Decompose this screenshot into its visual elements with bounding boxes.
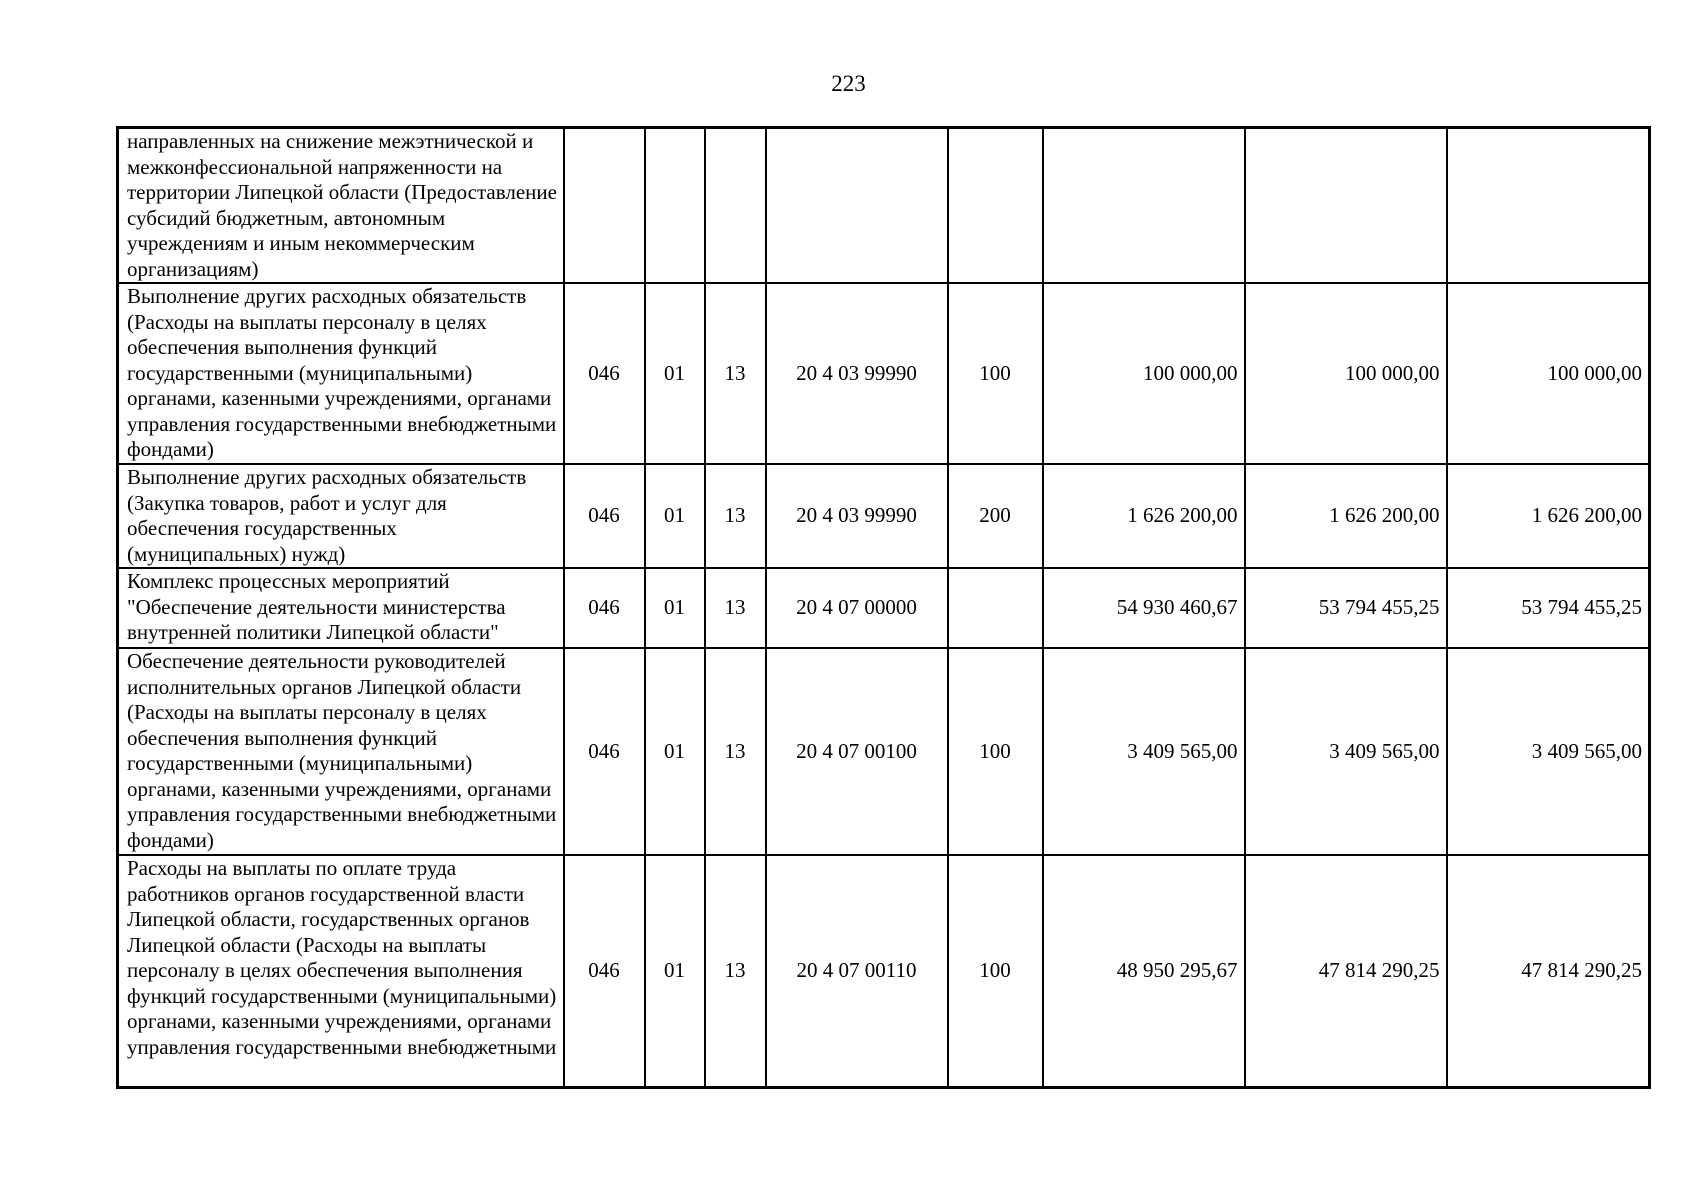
row-subsection-code: 13 (705, 648, 766, 855)
row-section-code: 01 (645, 568, 705, 648)
row-amount-3: 100 000,00 (1447, 283, 1650, 464)
row-amount-3: 3 409 565,00 (1447, 648, 1650, 855)
row-section-code: 01 (645, 464, 705, 568)
row-amount-1: 100 000,00 (1043, 283, 1245, 464)
row-description: Комплекс процессных мероприятий "Обеспечение деятельности министерства внутренней политики Липецкой области" (118, 568, 564, 648)
page-number: 223 (831, 71, 866, 96)
row-target-article (766, 128, 948, 284)
table-row (118, 648, 1650, 855)
row-expense-type (948, 568, 1043, 648)
row-subsection-code: 13 (705, 568, 766, 648)
row-amount-3: 1 626 200,00 (1447, 464, 1650, 568)
table-row (118, 855, 1650, 1087)
row-amount-1 (1043, 128, 1245, 284)
row-amount-1: 3 409 565,00 (1043, 648, 1245, 855)
row-ministry-code: 046 (564, 464, 645, 568)
row-description: Выполнение других расходных обязательств (Закупка товаров, работ и услуг для обеспечения государственных (муниципальных) нужд) (118, 464, 564, 568)
row-description: Обеспечение деятельности руководителей исполнительных органов Липецкой области (Расходы на выплаты персоналу в целях обеспечения выполнения функций государственными (муниципальными) органами, казенными учреждениями, органами управления государственными внебюджетными фондами) (118, 648, 564, 855)
row-description: направленных на снижение межэтнической и межконфессиональной напряженности на территории Липецкой области (Предоставление субсидий бюджетным, автономным учреждениям и иным некоммерческим организациям) (118, 128, 564, 284)
row-amount-1: 54 930 460,67 (1043, 568, 1245, 648)
table-row (118, 464, 1650, 568)
row-amount-1: 48 950 295,67 (1043, 855, 1245, 1087)
row-section-code (645, 128, 705, 284)
row-target-article: 20 4 07 00100 (766, 648, 948, 855)
row-target-article: 20 4 07 00110 (766, 855, 948, 1087)
row-target-article: 20 4 03 99990 (766, 283, 948, 464)
row-description: Расходы на выплаты по оплате труда работников органов государственной власти Липецкой области, государственных органов Липецкой области (Расходы на выплаты персоналу в целях обеспечения выполнения функций государственными (муниципальными) органами, казенными учреждениями, органами управления государственными внебюджетными (118, 855, 564, 1087)
row-expense-type: 200 (948, 464, 1043, 568)
row-section-code: 01 (645, 283, 705, 464)
row-description: Выполнение других расходных обязательств (Расходы на выплаты персоналу в целях обеспечения выполнения функций государственными (муниципальными) органами, казенными учреждениями, органами управления государственными внебюджетными фондами) (118, 283, 564, 464)
row-amount-1: 1 626 200,00 (1043, 464, 1245, 568)
row-section-code: 01 (645, 855, 705, 1087)
row-ministry-code: 046 (564, 283, 645, 464)
row-amount-2: 1 626 200,00 (1245, 464, 1447, 568)
row-amount-2: 100 000,00 (1245, 283, 1447, 464)
row-amount-2: 47 814 290,25 (1245, 855, 1447, 1087)
row-target-article: 20 4 07 00000 (766, 568, 948, 648)
row-subsection-code: 13 (705, 855, 766, 1087)
row-expense-type (948, 128, 1043, 284)
row-expense-type: 100 (948, 283, 1043, 464)
row-amount-2: 53 794 455,25 (1245, 568, 1447, 648)
row-expense-type: 100 (948, 855, 1043, 1087)
row-subsection-code: 13 (705, 464, 766, 568)
row-ministry-code: 046 (564, 648, 645, 855)
row-amount-3 (1447, 128, 1650, 284)
row-subsection-code (705, 128, 766, 284)
row-amount-2: 3 409 565,00 (1245, 648, 1447, 855)
table-row (118, 283, 1650, 464)
table-row (118, 568, 1650, 648)
row-amount-3: 53 794 455,25 (1447, 568, 1650, 648)
row-amount-2 (1245, 128, 1447, 284)
row-amount-3: 47 814 290,25 (1447, 855, 1650, 1087)
budget-table (116, 126, 1651, 1089)
row-subsection-code: 13 (705, 283, 766, 464)
row-ministry-code: 046 (564, 855, 645, 1087)
row-ministry-code (564, 128, 645, 284)
row-section-code: 01 (645, 648, 705, 855)
row-expense-type: 100 (948, 648, 1043, 855)
row-target-article: 20 4 03 99990 (766, 464, 948, 568)
table-row (118, 128, 1650, 284)
row-ministry-code: 046 (564, 568, 645, 648)
